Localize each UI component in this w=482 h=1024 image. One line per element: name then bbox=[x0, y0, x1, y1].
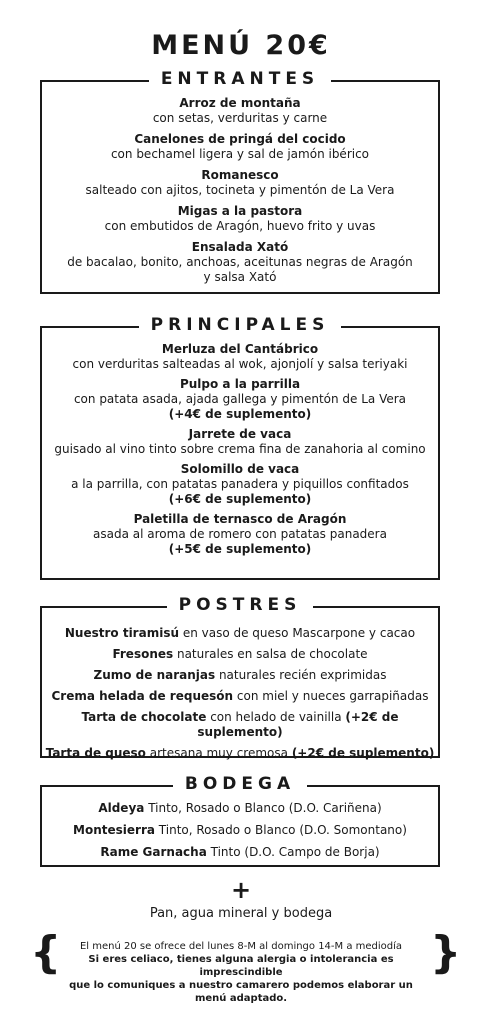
dish-item bbox=[42, 132, 438, 162]
dessert-name: Zumo de naranjas bbox=[93, 668, 216, 682]
wine-name: Aldeya bbox=[98, 801, 145, 815]
dish-name: Solomillo de vaca bbox=[180, 462, 300, 476]
dessert-desc: en vaso de queso Mascarpone y cacao bbox=[179, 626, 416, 640]
dish-desc: con bechamel ligera y sal de jamón ibérico bbox=[110, 147, 370, 161]
dish-desc: con setas, verduritas y carne bbox=[152, 111, 328, 125]
dessert-name: Tarta de queso bbox=[45, 746, 146, 760]
dish-item bbox=[42, 377, 438, 422]
dish-item bbox=[42, 462, 438, 507]
menu-title: MENÚ 20€ bbox=[151, 30, 331, 61]
dessert-item bbox=[42, 668, 438, 683]
dessert-name: Crema helada de requesón bbox=[51, 689, 234, 703]
footer-line-2: Si eres celiaco, tienes alguna alergia o intolerancia es imprescindible bbox=[88, 954, 394, 978]
dessert-desc: naturales recién exprimidas bbox=[215, 668, 387, 682]
wine-item bbox=[42, 823, 438, 838]
dish-name: Pulpo a la parrilla bbox=[179, 377, 301, 391]
dessert-desc: artesana muy cremosa bbox=[145, 746, 292, 760]
dish-desc: salteado con ajitos, tocineta y pimentón de La Vera bbox=[85, 183, 395, 197]
dish-supplement: (+4€ de suplemento) bbox=[168, 407, 312, 421]
left-brace-icon: { bbox=[30, 927, 62, 978]
dish-name: Canelones de pringá del cocido bbox=[134, 132, 346, 146]
entrantes-heading: ENTRANTES bbox=[149, 69, 331, 89]
dessert-item bbox=[42, 746, 438, 761]
principales-section bbox=[40, 315, 440, 580]
dessert-name: Tarta de chocolate bbox=[81, 710, 207, 724]
dessert-desc: naturales en salsa de chocolate bbox=[173, 647, 368, 661]
dish-desc: con verduritas salteadas al wok, ajonjolí y salsa teriyaki bbox=[72, 357, 408, 371]
plus-icon: + bbox=[230, 876, 252, 904]
footer-line-1: El menú 20 se ofrece del lunes 8-M al domingo 14-M a mediodía bbox=[79, 941, 403, 952]
entrantes-section bbox=[40, 69, 440, 294]
dish-supplement: (+5€ de suplemento) bbox=[168, 542, 312, 556]
extras-text: Pan, agua mineral y bodega bbox=[149, 906, 333, 921]
dish-item bbox=[42, 168, 438, 198]
dish-item bbox=[42, 427, 438, 457]
dish-item bbox=[42, 512, 438, 557]
wine-item bbox=[42, 801, 438, 816]
postres-section bbox=[40, 595, 440, 760]
dish-name: Romanesco bbox=[201, 168, 279, 182]
dish-desc: de bacalao, bonito, anchoas, aceitunas negras de Aragón bbox=[67, 255, 413, 269]
dish-name: Migas a la pastora bbox=[177, 204, 303, 218]
footer-line-3: que lo comuniques a nuestro camarero podemos elaborar un menú adaptado. bbox=[69, 980, 413, 1004]
right-brace-icon: } bbox=[430, 927, 462, 978]
dessert-name: Nuestro tiramisú bbox=[64, 626, 180, 640]
dish-name: Merluza del Cantábrico bbox=[161, 342, 319, 356]
dish-desc: con embutidos de Aragón, huevo frito y uvas bbox=[104, 219, 376, 233]
dish-desc: con patata asada, ajada gallega y pimentón de La Vera bbox=[73, 392, 407, 406]
dish-item bbox=[42, 204, 438, 234]
wine-name: Montesierra bbox=[73, 823, 155, 837]
dish-name: Paletilla de ternasco de Aragón bbox=[133, 512, 347, 526]
postres-heading: POSTRES bbox=[167, 595, 314, 615]
bodega-section bbox=[40, 774, 440, 867]
dish-name: Ensalada Xató bbox=[191, 240, 289, 254]
dish-item bbox=[42, 240, 438, 285]
dessert-item bbox=[42, 626, 438, 641]
dish-item bbox=[42, 342, 438, 372]
wine-item bbox=[42, 845, 438, 860]
dish-item bbox=[42, 96, 438, 126]
dessert-supplement: (+2€ de suplemento) bbox=[291, 746, 435, 760]
dessert-supplement: (+2€ de suplemento) bbox=[197, 710, 399, 739]
dessert-item bbox=[42, 710, 438, 740]
dish-desc: guisado al vino tinto sobre crema fina de zanahoria al comino bbox=[54, 442, 426, 456]
dish-desc: a la parrilla, con patatas panadera y piquillos confitados bbox=[71, 477, 409, 491]
dish-supplement: (+6€ de suplemento) bbox=[168, 492, 312, 506]
wine-desc: Tinto (D.O. Campo de Borja) bbox=[206, 845, 380, 859]
dish-desc: y salsa Xató bbox=[203, 270, 277, 284]
dessert-item bbox=[42, 689, 438, 704]
wine-desc: Tinto, Rosado o Blanco (D.O. Somontano) bbox=[154, 823, 407, 837]
dish-name: Jarrete de vaca bbox=[188, 427, 292, 441]
dessert-item bbox=[42, 647, 438, 662]
dessert-name: Fresones bbox=[112, 647, 174, 661]
dish-name: Arroz de montaña bbox=[179, 96, 301, 110]
dish-desc: asada al aroma de romero con patatas panadera bbox=[93, 527, 387, 541]
principales-heading: PRINCIPALES bbox=[139, 315, 342, 335]
dessert-desc: con helado de vainilla bbox=[206, 710, 346, 724]
dessert-desc: con miel y nueces garrapiñadas bbox=[233, 689, 429, 703]
bodega-heading: BODEGA bbox=[173, 774, 307, 794]
wine-desc: Tinto, Rosado o Blanco (D.O. Cariñena) bbox=[144, 801, 382, 815]
wine-name: Rame Garnacha bbox=[100, 845, 207, 859]
footer-note bbox=[68, 940, 414, 1005]
